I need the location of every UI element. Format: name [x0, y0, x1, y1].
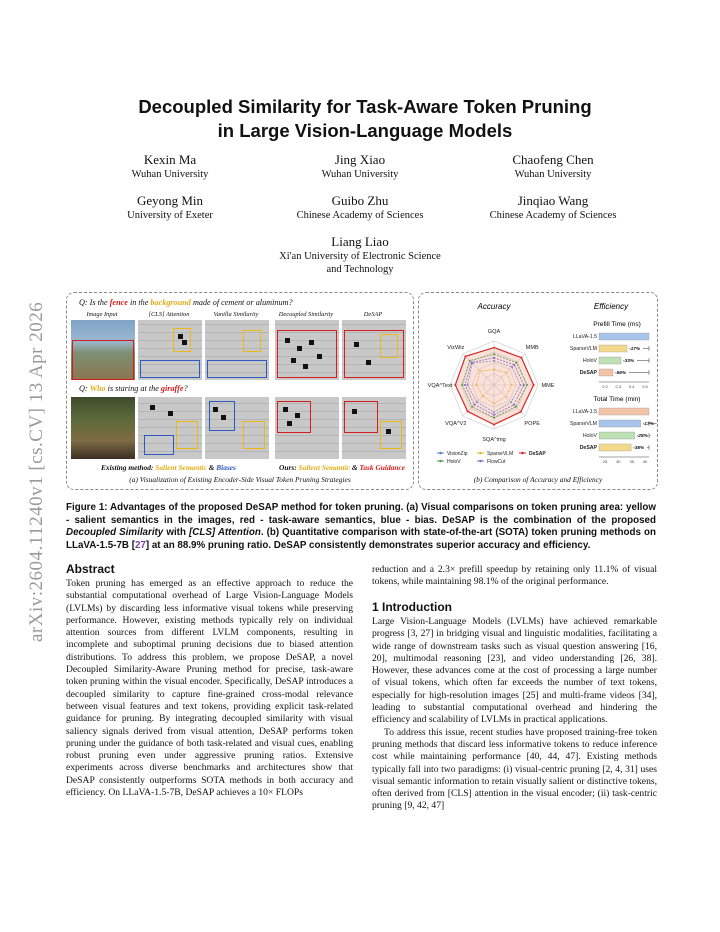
intro-paragraph-2: To address this issue, recent studies have proposed training-free token pruning methods that discard less informative tokens to reduce inference cost while maintaining performance [40, 44, 47]. Existing methods typically fall into two paradigms: (i) visual-centric pruning [2, 4, 31] uses visual semantic information to retain visually salient or distinctive tokens, often derived from [CLS] attention in the visual encoder; (ii) task-centric pruning [9, 42, 47]	[372, 726, 657, 812]
bar	[599, 444, 631, 451]
token	[303, 364, 308, 369]
bar-category-label: LLaVA-1.5	[572, 409, 597, 415]
author-name: Guibo Zhu	[331, 193, 389, 208]
q1-fence: fence	[109, 298, 128, 307]
q1-suffix: made of cement or aluminum?	[190, 298, 293, 307]
title-line-1: Decoupled Similarity for Task-Aware Token Pruning	[138, 96, 592, 117]
author-name: Geyong Min	[136, 193, 204, 208]
radar-point	[513, 364, 515, 366]
arxiv-identifier: arXiv:2604.11240v1 [cs.CV] 13 Apr 2026	[26, 301, 47, 643]
token	[295, 413, 300, 418]
cls-attention-map-1	[138, 320, 202, 380]
image-input-baseball	[71, 320, 135, 380]
bar	[599, 420, 641, 427]
caption-text: Figure 1: Advantages of the proposed DeSAP method for token pruning. (a) Visual comparisons on token pruning area: yellow - salient semantics in the images, red - task-aware semantics, blue - bias. DeSAP is the combination of the proposed	[66, 502, 656, 526]
total-time-title: Total Time (min)	[593, 396, 641, 403]
x-tick-label: 30	[616, 459, 621, 464]
q2-mid: is staring at the	[105, 384, 161, 393]
token	[317, 354, 322, 359]
cls-attention-map-2	[138, 397, 202, 459]
radar-point	[467, 410, 469, 412]
comparison-charts	[419, 293, 657, 489]
author-name: Kexin Ma	[143, 152, 197, 167]
x-tick-label: 0.2	[602, 384, 608, 389]
legend-marker	[521, 452, 524, 455]
x-tick-label: 0.5	[642, 384, 648, 389]
legend-label-visionzip: VisionZip	[447, 451, 468, 457]
author-block	[250, 152, 470, 181]
figure-panel-b	[418, 292, 658, 490]
bar	[599, 432, 635, 439]
radar-axis-label: SQA^img	[482, 437, 506, 443]
ours-salient: Salient Semantic	[298, 463, 351, 472]
box-salient	[243, 421, 265, 449]
figure-1-caption	[66, 502, 656, 552]
legend-label-desap: DeSAP	[529, 451, 546, 457]
title-line-2: in Large Vision-Language Models	[217, 120, 513, 141]
total-time-bar-chart	[570, 408, 657, 464]
figure-caption-a: (a) Visualization of Existing Encoder-Side Visual Token Pruning Strategies	[129, 475, 351, 484]
abstract-text: Token pruning has emerged as an effective approach to reduce the substantial computational overhead of Large Vision-Language Models (LVLMs) by discarding less informative visual tokens while preserving performance. However, existing methods typically rely on individual attention sources from different LVLM components, resulting in incomplete and suboptimal pruning decisions due to biased attention distributions. To address this problem, we propose DeSAP, a novel Decoupled Similarity-Aware Pruning method for precise, task-aware token pruning within the visual encoder. Specifically, DeSAP introduces a decoupled similarity to capture fine-grained cross-modal relevance between visual features and text tokens, providing explicit task-related guidance for pruning. By integrating decoupled similarity with visual saliency signals derived from visual attention, DeSAP performs token pruning under the guidance of both task-related and visual cues, enabling robust pruning even under aggressive pruning ratios. Extensive experiments across diverse benchmarks and architectures show that DeSAP consistently outperforms SOTA methods in both accuracy and efficiency. On LLaVA-1.5-7B, DeSAP achieves a 10× FLOPs	[66, 578, 353, 799]
abstract-continuation: reduction and a 2.3× prefill speedup by retaining only 11.1% of visual tokens, while maintaining 98.1% of the original performance.	[372, 564, 657, 588]
legend-marker	[439, 460, 442, 463]
radar-axis-label: POPE	[524, 421, 540, 428]
author-affiliation: Wuhan University	[131, 169, 209, 180]
vanilla-similarity-map-1	[205, 320, 269, 380]
caption-text-2: with	[163, 527, 189, 538]
box-bias	[207, 360, 267, 378]
bar-category-label: HoloV	[582, 358, 597, 364]
author-block	[250, 234, 470, 276]
intro-paragraph-1: Large Vision-Language Models (LVLMs) have achieved remarkable progress [3, 27] in bridging visual and linguistic modalities, facilitating a wide range of downstream tasks such as visual question answering [16, 20], multimodal reasoning [23], and video understanding [26, 38]. However, these advances come at the cost of processing a large number of visual tokens, which often far exceeds the number of text tokens, especially for high-resolution images [25] and multi-frame videos [34], leading to substantial computational overhead and hindering the efficiency and scalability of LVLMs in practical applications.	[372, 616, 657, 726]
ours-amp: &	[350, 463, 360, 472]
author-name: Jinqiao Wang	[517, 193, 589, 208]
ours-label: Ours:	[279, 463, 299, 472]
q1-background: background	[150, 298, 191, 307]
token	[354, 342, 359, 347]
existing-amp: &	[206, 463, 217, 472]
decoupled-similarity-map-1	[275, 320, 339, 380]
col-header-desap: DeSAP	[363, 311, 383, 318]
figure-panel-a	[66, 292, 414, 490]
bar-annotation: -28%	[636, 434, 648, 440]
token	[221, 415, 226, 420]
bar-annotation: -33%	[623, 359, 635, 365]
col-header-vanilla-similarity: Vanilla Similarity	[213, 311, 259, 318]
box-salient	[243, 330, 261, 352]
author-name: Liang Liao	[331, 234, 389, 249]
right-column	[372, 564, 657, 589]
author-block	[60, 193, 280, 222]
radar-point	[464, 355, 466, 357]
x-tick-label: 35	[629, 459, 634, 464]
bar-annotation: -17%	[629, 347, 641, 353]
existing-method-legend	[101, 463, 236, 472]
author-affiliation: Chinese Academy of Sciences	[489, 210, 617, 221]
radar-axis-label: MMB	[525, 344, 539, 351]
legend-label-holov: HoloV	[447, 459, 461, 465]
author-affiliation: Chinese Academy of Sciences	[296, 210, 424, 221]
bar-category-label: SparseVLM	[569, 421, 597, 427]
q2-giraffe: giraffe	[160, 384, 184, 393]
introduction-body	[372, 616, 657, 813]
author-affiliation: Xi'an University of Electronic Science	[279, 251, 441, 262]
token	[352, 409, 357, 414]
token	[287, 421, 292, 426]
box-salient	[176, 421, 198, 449]
caption-citation[interactable]: 27	[134, 539, 146, 551]
radar-point	[454, 384, 456, 386]
token	[213, 407, 218, 412]
token	[283, 407, 288, 412]
caption-text-4: ] at an 88.9% pruning ratio. DeSAP consistently demonstrates superior accuracy and efficiency.	[145, 539, 591, 551]
radar-point	[513, 404, 515, 406]
radar-point	[493, 417, 495, 419]
token	[297, 346, 302, 351]
radar-point	[520, 357, 522, 359]
x-tick-label: 0.3	[615, 384, 622, 389]
radar-axis-label: VizWiz	[447, 344, 465, 351]
radar-axis-label: VQA^Text	[427, 383, 453, 389]
radar-point	[493, 353, 495, 355]
box-salient	[380, 334, 398, 358]
prefill-title: Prefill Time (ms)	[593, 321, 641, 328]
box-bias	[140, 360, 200, 378]
token	[386, 429, 391, 434]
x-tick-label: 0.4	[628, 384, 635, 389]
token	[291, 358, 296, 363]
bar-annotation: -56%	[615, 371, 627, 377]
bar-annotation: -17%	[642, 422, 654, 428]
radar-axis-label: MME	[541, 383, 555, 389]
radar-point	[515, 406, 517, 408]
q2-who: Who	[89, 384, 106, 393]
paper-title	[60, 95, 670, 143]
legend-marker	[439, 452, 442, 455]
radar-axis-label: GQA	[487, 329, 501, 335]
author-affiliation: Wuhan University	[321, 169, 399, 180]
bar-category-label: DeSAP	[579, 445, 597, 451]
caption-text-3: . (b) Quantitative comparison with state-of-the-art (SOTA) token pruning methods on LLaVA-1.5-7B [	[66, 527, 656, 551]
question-1	[79, 298, 293, 307]
existing-label: Existing method:	[101, 463, 156, 472]
token	[168, 411, 173, 416]
radar-point	[493, 414, 495, 416]
radar-point	[533, 384, 535, 386]
token	[309, 340, 314, 345]
bar	[599, 357, 621, 364]
radar-point	[461, 384, 463, 386]
radar-point	[469, 360, 471, 362]
radar-point	[520, 411, 522, 413]
radar-legend	[437, 451, 546, 465]
desap-map-2	[342, 397, 406, 459]
author-block	[443, 193, 663, 222]
q1-prefix: Q: Is the	[79, 298, 110, 307]
decoupled-similarity-map-2	[275, 397, 339, 459]
radar-point	[473, 404, 475, 406]
vanilla-similarity-map-2	[205, 397, 269, 459]
col-header-decoupled-similarity: Decoupled Similarity	[278, 311, 334, 318]
existing-biases: Biases	[216, 463, 236, 472]
bar	[599, 408, 649, 415]
box-bias	[144, 435, 174, 455]
existing-salient: Salient Semantic	[155, 463, 207, 472]
author-block	[60, 152, 280, 181]
token	[366, 360, 371, 365]
box-salient	[380, 421, 402, 449]
box-task-aware	[277, 401, 311, 433]
box-task-aware	[72, 340, 134, 380]
author-affiliation: Wuhan University	[514, 169, 592, 180]
author-affiliation-line-2: and Technology	[326, 264, 394, 275]
bar-category-label: DeSAP	[579, 370, 597, 376]
q1-mid: in the	[127, 298, 151, 307]
token	[178, 334, 183, 339]
bar-category-label: SparseVLM	[569, 346, 597, 352]
introduction-heading: 1 Introduction	[372, 600, 452, 614]
author-name: Chaofeng Chen	[512, 152, 594, 167]
q2-suffix: ?	[183, 384, 188, 393]
radar-point	[471, 362, 473, 364]
abstract-heading: Abstract	[66, 562, 115, 576]
caption-emphasis-1: Decoupled Similarity	[66, 527, 164, 538]
q2-prefix: Q:	[79, 384, 90, 393]
prefill-bar-chart	[570, 333, 649, 389]
radar-point	[523, 384, 525, 386]
author-name: Jing Xiao	[334, 152, 386, 167]
author-block	[250, 193, 470, 222]
radar-point	[515, 362, 517, 364]
bar-category-label: HoloV	[582, 433, 597, 439]
legend-label-sparsevlm: SparseVLM	[487, 451, 514, 457]
radar-axis-label: VQA^V2	[445, 421, 467, 428]
col-header-cls-attention: [CLS] Attention	[148, 311, 190, 318]
accuracy-title: Accuracy	[477, 302, 511, 311]
question-2	[79, 384, 188, 393]
radar-point	[526, 384, 528, 386]
radar-chart	[428, 329, 555, 443]
legend-marker	[479, 452, 482, 455]
bar-category-label: LLaVA-1.5	[572, 334, 597, 340]
radar-point	[464, 384, 466, 386]
x-tick-label: 25	[602, 459, 608, 464]
token	[182, 340, 187, 345]
radar-point	[493, 347, 495, 349]
abstract-body	[66, 578, 353, 799]
x-tick-label: 40	[642, 459, 648, 464]
caption-emphasis-2: [CLS] Attention	[189, 527, 261, 538]
desap-map-1	[342, 320, 406, 380]
token	[150, 405, 155, 410]
image-input-giraffe	[71, 397, 135, 459]
token	[285, 338, 290, 343]
radar-point	[471, 406, 473, 408]
efficiency-title: Efficiency	[593, 302, 629, 311]
bar	[599, 345, 627, 352]
author-affiliation: University of Exeter	[127, 210, 213, 221]
radar-point	[493, 424, 495, 426]
bar	[599, 333, 649, 340]
ours-task-guidance: Task Guidance	[359, 463, 406, 472]
bar-annotation: -35%	[633, 446, 645, 452]
col-header-image-input: Image Input	[86, 311, 118, 318]
box-task-aware	[344, 401, 378, 433]
legend-marker	[479, 460, 482, 463]
ours-legend	[279, 463, 405, 472]
author-block	[443, 152, 663, 181]
figure-caption-b: (b) Comparison of Accuracy and Efficiency	[473, 475, 603, 484]
radar-point	[493, 357, 495, 359]
bar	[599, 369, 613, 376]
legend-label-flowcut: FlowCut	[487, 459, 506, 465]
